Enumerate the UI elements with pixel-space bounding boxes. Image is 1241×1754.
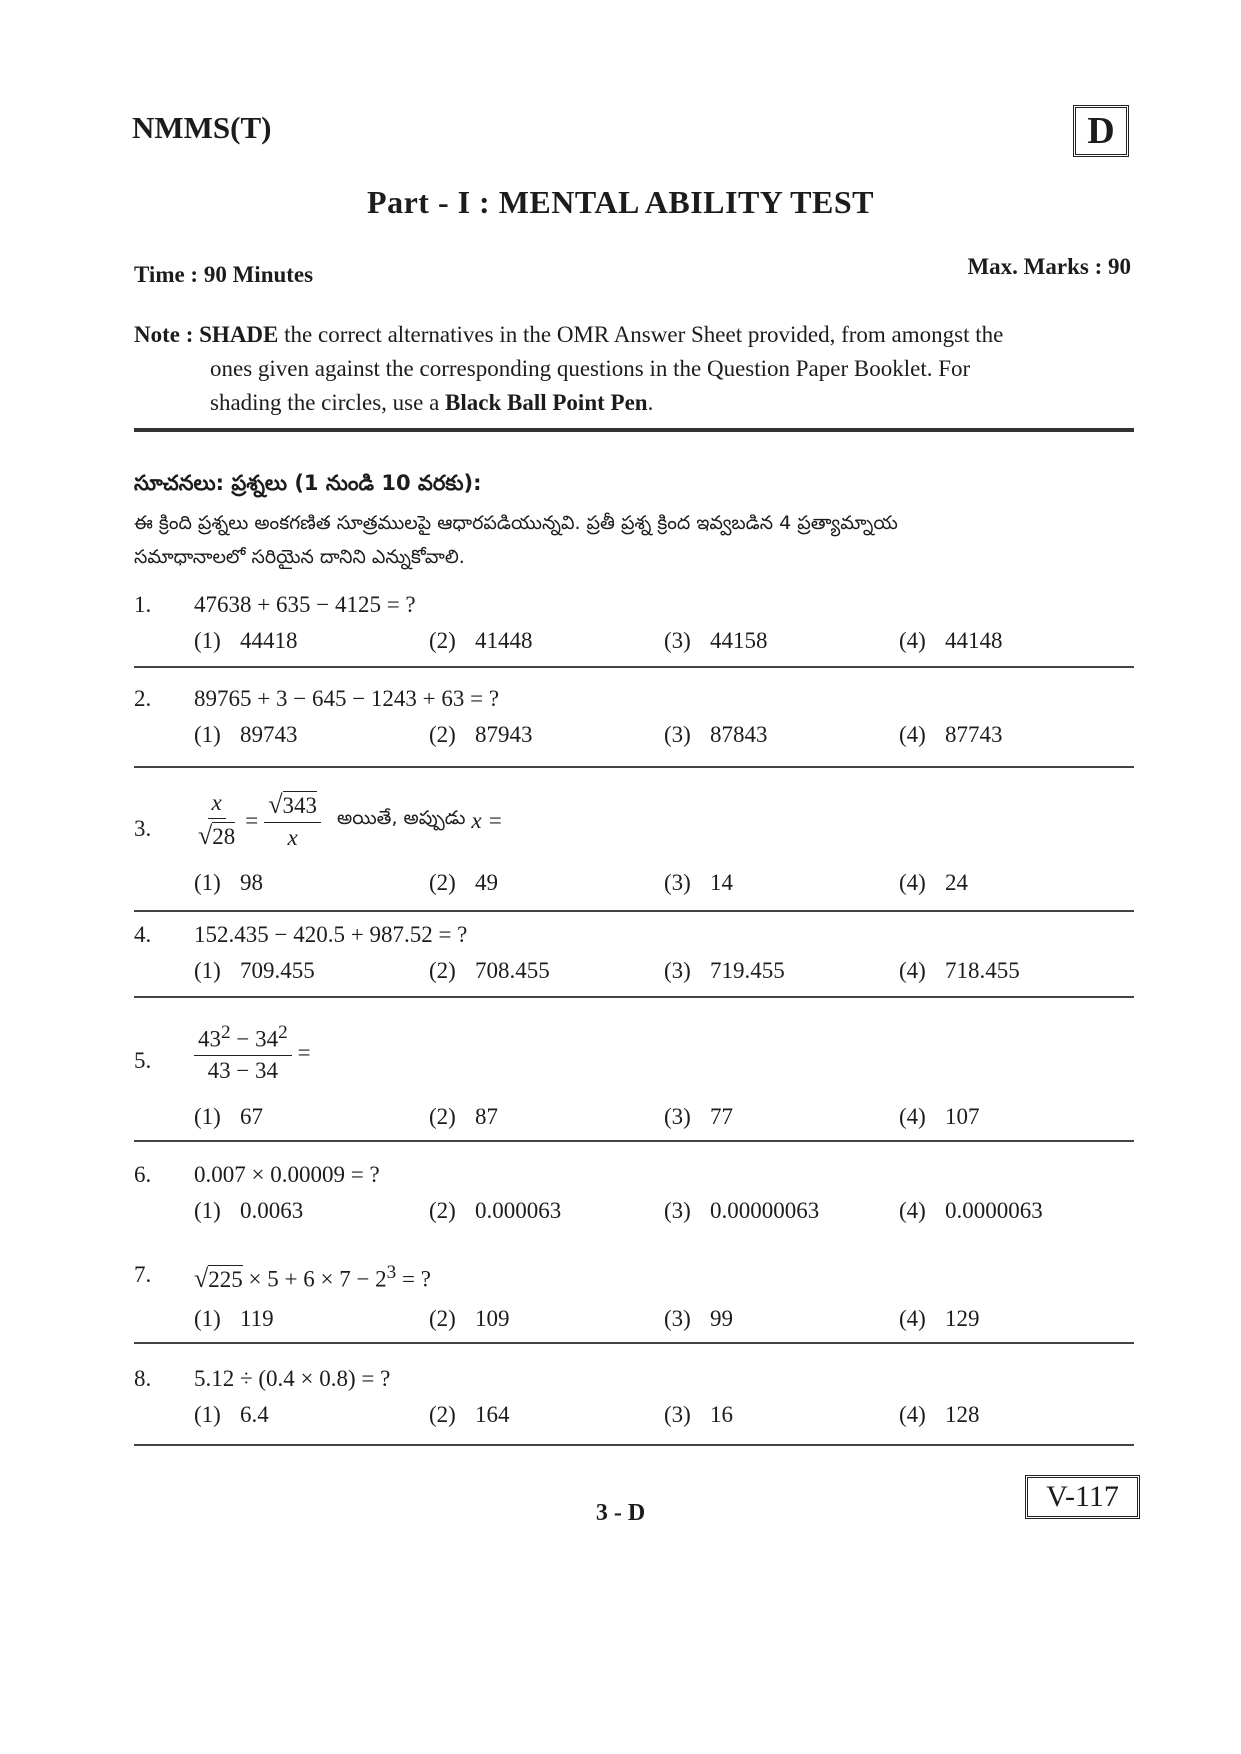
question-variable: x = [471, 807, 503, 833]
option-1[interactable]: (1) 67 [194, 1104, 263, 1129]
note-period: . [647, 390, 654, 415]
options [194, 1104, 1134, 1134]
option-3[interactable]: (3) 719.455 [664, 958, 785, 983]
page-title: Part - I : MENTAL ABILITY TEST [367, 184, 874, 220]
option-2[interactable]: (2) 708.455 [429, 958, 550, 983]
question-text: 5.12 ÷ (0.4 × 0.8) = ? [194, 1366, 391, 1391]
option-4[interactable]: (4) 128 [899, 1402, 980, 1427]
denominator: 43 − 34 [207, 1057, 279, 1083]
instructions-line-1: ఈ క్రింది ప్రశ్నలు అంకగణిత సూత్రములపై ఆధారపడియున్నవి. ప్రతీ ప్రశ్న క్రింద ఇవ్వబడిన 4 ప్రత్యామ్నాయ [134, 512, 898, 534]
option-2[interactable]: (2) 87943 [429, 722, 533, 747]
section-divider [134, 428, 1134, 432]
expression-middle: × 5 + 6 × 7 − 2 [248, 1266, 387, 1292]
question-number: 1. [134, 592, 152, 617]
paper-code-box: V-117 [1025, 1475, 1140, 1519]
exponent: 3 [386, 1262, 397, 1283]
time-limit: Time : 90 Minutes [134, 262, 314, 287]
fraction-left-numerator: x [208, 790, 226, 819]
option-1[interactable]: (1) 98 [194, 870, 263, 895]
question-text: 152.435 − 420.5 + 987.52 = ? [194, 922, 468, 947]
page-number: 3 - D [595, 1500, 646, 1526]
exponent-a: 2 [221, 1022, 231, 1043]
question-text: 0.007 × 0.00009 = ? [194, 1162, 380, 1187]
fraction-left-denominator: 28 [212, 824, 236, 849]
option-2[interactable]: (2) 49 [429, 870, 498, 895]
question-number: 6. [134, 1162, 152, 1187]
numerator-base-a: 43 [198, 1026, 221, 1052]
option-4[interactable]: (4) 718.455 [899, 958, 1020, 983]
question-divider [134, 766, 1134, 768]
telugu-suffix: అయితే, అప్పుడు [337, 807, 466, 829]
question-expression: $√225 \times 5 + 6 \times 7 - 2^3$ = ? [194, 1262, 431, 1293]
option-1[interactable]: (1) 89743 [194, 722, 298, 747]
question-divider [134, 910, 1134, 912]
option-1[interactable]: (1) 44418 [194, 628, 298, 653]
fraction-left: $\frac{x}{√28}$ [198, 790, 236, 850]
note-shade: SHADE [199, 322, 279, 347]
note-text-2: ones given against the corresponding questions in the Question Paper Booklet. For [210, 356, 971, 381]
question-expression: $\frac{43^2 - 34^2}{43 - 34}$ = [194, 1022, 311, 1084]
fraction-right: $\frac{√343}{x}$ [264, 790, 321, 851]
exponent-b: 2 [278, 1022, 288, 1043]
option-4[interactable]: (4) 87743 [899, 722, 1003, 747]
max-marks: Max. Marks : 90 [967, 254, 1131, 279]
option-3[interactable]: (3) 0.00000063 [664, 1198, 820, 1223]
option-3[interactable]: (3) 44158 [664, 628, 768, 653]
option-2[interactable]: (2) 164 [429, 1402, 510, 1427]
fraction-right-numerator: 343 [282, 793, 318, 818]
fraction: $\frac{43^2 - 34^2}{43 - 34}$ [194, 1022, 292, 1084]
question-number: 5. [134, 1048, 152, 1073]
numerator-base-b: 34 [255, 1026, 279, 1052]
instructions-heading: సూచనలు: ప్రశ్నలు (1 నుండి 10 వరకు): [134, 471, 482, 495]
booklet-set-box: D [1073, 105, 1129, 157]
option-4[interactable]: (4) 24 [899, 870, 968, 895]
question-number: 3. [134, 816, 152, 841]
question-divider [134, 1444, 1134, 1446]
option-3[interactable]: (3) 87843 [664, 722, 768, 747]
question-divider [134, 1140, 1134, 1142]
option-2[interactable]: (2) 41448 [429, 628, 533, 653]
note-section [134, 318, 1134, 420]
question-number: 7. [134, 1262, 152, 1287]
question-divider [134, 996, 1134, 998]
option-4[interactable]: (4) 107 [899, 1104, 980, 1129]
note-pen: Black Ball Point Pen [445, 390, 648, 415]
question-expression: $\frac{x}{√28}$ = $\frac{√343}{x}$ అయితే, అప్పుడు x = [194, 790, 503, 851]
options [194, 1306, 1134, 1336]
options [194, 870, 1134, 900]
option-1[interactable]: (1) 0.0063 [194, 1198, 304, 1223]
note-text-3: shading the circles, use a [210, 390, 440, 415]
option-3[interactable]: (3) 77 [664, 1104, 733, 1129]
options [194, 628, 1134, 658]
note-label: Note : [134, 322, 194, 347]
radicand: 225 [208, 1266, 243, 1292]
question-text: 89765 + 3 − 645 − 1243 + 63 = ? [194, 686, 500, 711]
option-3[interactable]: (3) 16 [664, 1402, 733, 1427]
option-3[interactable]: (3) 14 [664, 870, 733, 895]
question-number: 2. [134, 686, 152, 711]
option-3[interactable]: (3) 99 [664, 1306, 733, 1331]
option-4[interactable]: (4) 44148 [899, 628, 1003, 653]
options [194, 1198, 1134, 1228]
instructions-line-2: సమాధానాలలో సరియైన దానిని ఎన్నుకోవాలి. [134, 546, 465, 568]
fraction-right-denominator: x [287, 825, 298, 850]
question-number: 8. [134, 1366, 152, 1391]
exam-code: NMMS(T) [132, 110, 272, 145]
option-1[interactable]: (1) 6.4 [194, 1402, 269, 1427]
question-text: 47638 + 635 − 4125 = ? [194, 592, 416, 617]
options [194, 722, 1134, 752]
option-2[interactable]: (2) 87 [429, 1104, 498, 1129]
option-4[interactable]: (4) 129 [899, 1306, 980, 1331]
options [194, 958, 1134, 988]
note-text-1: the correct alternatives in the OMR Answer Sheet provided, from amongst the [284, 322, 1004, 347]
question-divider [134, 1342, 1134, 1344]
option-1[interactable]: (1) 709.455 [194, 958, 315, 983]
option-2[interactable]: (2) 0.000063 [429, 1198, 562, 1223]
instructions-body [134, 506, 1134, 574]
options [194, 1402, 1134, 1432]
option-2[interactable]: (2) 109 [429, 1306, 510, 1331]
expression-end: = ? [396, 1266, 431, 1292]
option-4[interactable]: (4) 0.0000063 [899, 1198, 1043, 1223]
question-divider [134, 666, 1134, 668]
option-1[interactable]: (1) 119 [194, 1306, 274, 1331]
question-number: 4. [134, 922, 152, 947]
